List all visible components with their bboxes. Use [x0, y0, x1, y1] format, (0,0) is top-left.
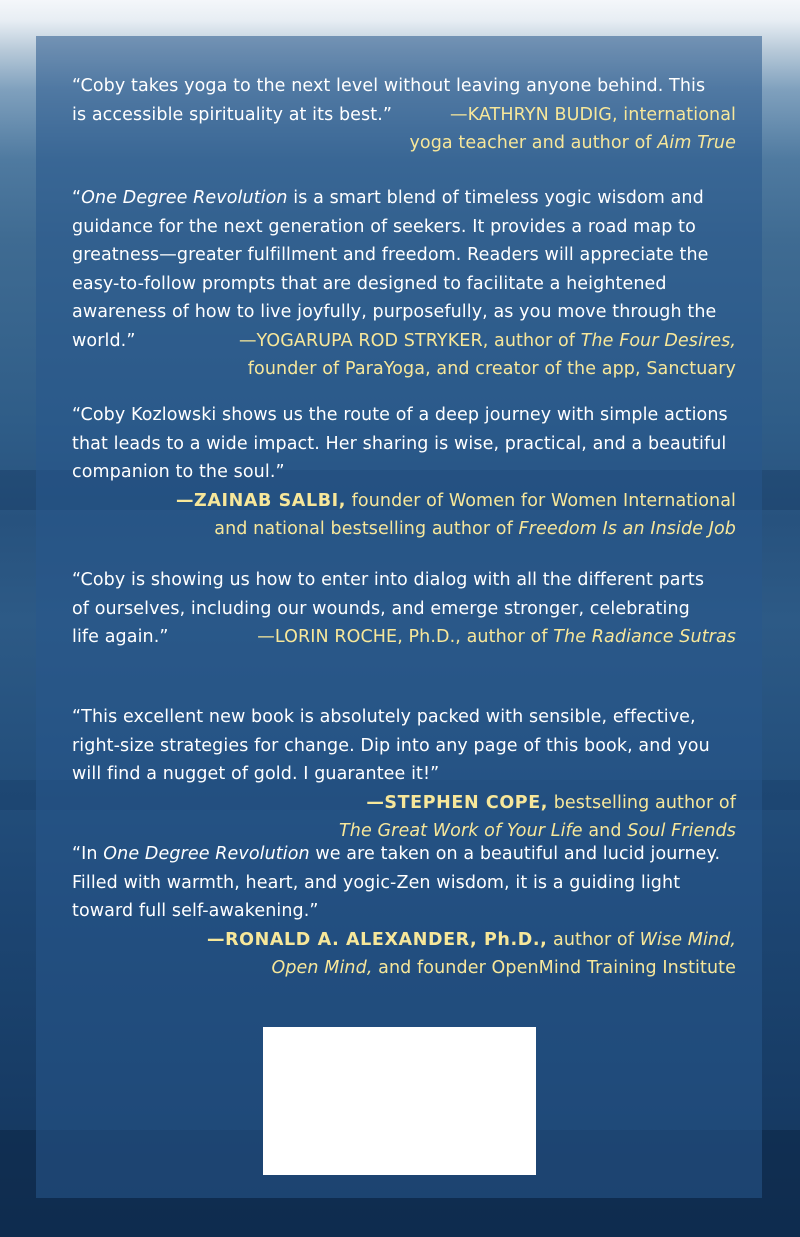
attribution: —YOGARUPA ROD STRYKER, author of The Four Desires,	[238, 330, 736, 351]
book-title: Freedom Is an Inside Job	[518, 519, 736, 539]
quote-line: life again.”	[72, 627, 169, 647]
quote-line: Filled with warmth, heart, and yogic-Zen wisdom, it is a guiding light	[72, 872, 681, 893]
attribution-name: —YOGARUPA ROD STRYKER,	[238, 330, 489, 351]
blurb-kathryn-budig	[72, 72, 736, 158]
book-title: Aim True	[657, 133, 736, 153]
book-title: The Great Work of Your Life	[339, 821, 583, 841]
quote-line: “Coby is showing us how to enter into dialog with all the different parts	[72, 570, 705, 590]
attribution-line: and national bestselling author of Freedom Is an Inside Job	[214, 519, 736, 539]
barcode-area	[263, 1027, 536, 1175]
quote-line: world.”	[72, 330, 136, 351]
quote-line: is accessible spirituality at its best.”	[72, 104, 393, 125]
attribution-name: —LORIN ROCHE, Ph.D.,	[257, 627, 461, 647]
quote-line: “Coby takes yoga to the next level without leaving anyone behind. This	[72, 76, 706, 96]
quote-line-with-attribution	[72, 623, 736, 652]
book-title: The Four Desires,	[580, 330, 736, 351]
book-title: Soul Friends	[627, 821, 736, 841]
blurb-rod-stryker	[72, 184, 736, 384]
attribution-line: yoga teacher and author of Aim True	[409, 133, 736, 153]
attribution-line: The Great Work of Your Life and Soul Friends	[339, 821, 736, 841]
book-title: One Degree Revolution	[81, 188, 288, 208]
book-title: Wise Mind,	[639, 929, 736, 950]
attribution: —RONALD A. ALEXANDER, Ph.D., author of Wise Mind,	[207, 929, 736, 950]
attribution: —KATHRYN BUDIG, international	[450, 104, 736, 125]
quote-line: will find a nugget of gold. I guarantee it!”	[72, 764, 440, 784]
attribution-name: —ZAINAB SALBI,	[175, 490, 346, 511]
attribution-name: —KATHRYN BUDIG,	[450, 104, 618, 125]
quote-line: that leads to a wide impact. Her sharing is wise, practical, and a beautiful	[72, 433, 727, 454]
attribution-name: —STEPHEN COPE,	[366, 792, 549, 813]
quote-line: greatness—greater fulfillment and freedom. Readers will appreciate the	[72, 245, 709, 265]
attribution: —LORIN ROCHE, Ph.D., author of The Radiance Sutras	[257, 627, 736, 647]
book-title: The Radiance Sutras	[553, 627, 736, 647]
quote-line-with-attribution	[72, 327, 736, 356]
quote-line: companion to the soul.”	[72, 462, 285, 482]
quote-line: easy-to-follow prompts that are designed to facilitate a heightened	[72, 273, 667, 294]
blurb-zainab-salbi	[72, 401, 736, 544]
quote-line: “Coby Kozlowski shows us the route of a deep journey with simple actions	[72, 405, 728, 425]
attribution-name: —RONALD A. ALEXANDER, Ph.D.,	[207, 929, 548, 950]
blurb-ronald-alexander	[72, 840, 736, 983]
attribution: —ZAINAB SALBI, founder of Women for Women International	[175, 490, 736, 511]
attribution-line: founder of ParaYoga, and creator of the app, Sanctuary	[247, 359, 736, 379]
book-title: Open Mind,	[271, 958, 373, 978]
quote-line: of ourselves, including our wounds, and emerge stronger, celebrating	[72, 598, 690, 619]
blurb-stephen-cope	[72, 703, 736, 846]
quote-line: right-size strategies for change. Dip into any page of this book, and you	[72, 735, 710, 756]
quote-line: awareness of how to live joyfully, purposefully, as you move through the	[72, 302, 717, 322]
quote-line-with-attribution	[72, 101, 736, 130]
blurb-lorin-roche	[72, 566, 736, 652]
attribution: —STEPHEN COPE, bestselling author of	[366, 792, 736, 813]
quote-line: guidance for the next generation of seekers. It provides a road map to	[72, 216, 696, 237]
quote-line: “In One Degree Revolution we are taken on a beautiful and lucid journey.	[72, 844, 721, 864]
book-title: One Degree Revolution	[103, 844, 310, 864]
attribution-line: Open Mind, and founder OpenMind Training Institute	[271, 958, 736, 978]
quote-line: “This excellent new book is absolutely packed with sensible, effective,	[72, 707, 696, 727]
quote-line: toward full self-awakening.”	[72, 901, 319, 921]
quote-line: “One Degree Revolution is a smart blend of timeless yogic wisdom and	[72, 188, 704, 208]
